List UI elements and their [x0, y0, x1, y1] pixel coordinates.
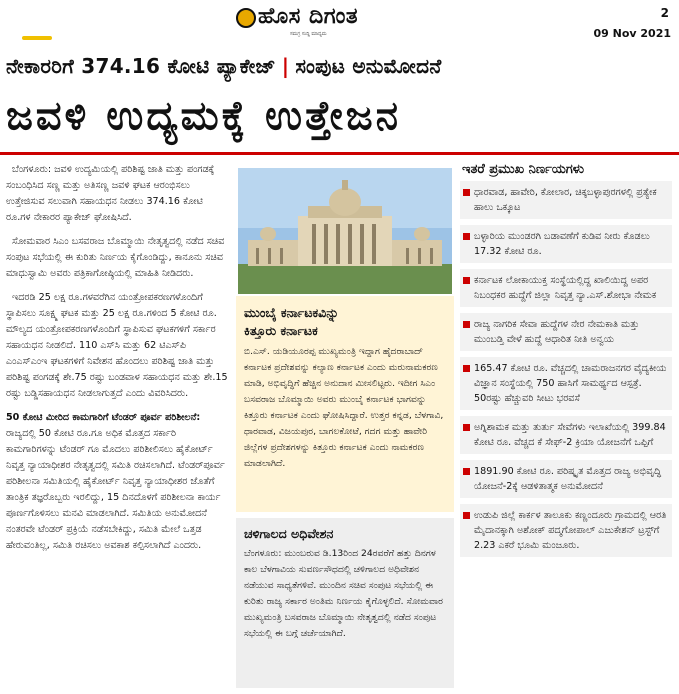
decision-item: 1891.90 ಕೋಟಿ ರೂ. ಪರಿಷ್ಕೃತ ಮೊತ್ತದ ರಾಜ್ಯ ಅಭಿವೃದ್ಧಿ ಯೋಜನೆ-2ಕ್ಕೆ ಆಡಳಿತಾತ್ಮಕ ಅನುಮೋದನೆ [460, 460, 672, 498]
bullet-icon [463, 189, 470, 196]
main-headline: ಜವಳಿ ಉದ್ಯಮಕ್ಕೆ ಉತ್ತೇಜನ [6, 93, 401, 139]
masthead-title: ಹೊಸ ದಿಗಂತ [258, 4, 359, 29]
decision-item: ಧಾರವಾಡ, ಹಾವೇರಿ, ಕೋಲಾರ, ಚಿಕ್ಕಬಳ್ಳಾಪುರಗಳಲ್ಲಿ ಪ್ರತ್ಯೇಕ ಹಾಲು ಒಕ್ಕೂಟ [460, 181, 672, 219]
sub-headline-left: ನೇಕಾರರಿಗೆ 374.16 ಕೋಟಿ ಪ್ಯಾಕೇಜ್ [6, 54, 276, 78]
winter-session-text: ಬೆಂಗಳೂರು: ಮುಂಬರುವ ಡಿ.13ರಿಂದ 24ರವರೆಗೆ ಹತ್ತು ದಿನಗಳ ಕಾಲ ಬೆಳಗಾವಿಯ ಸುವರ್ಣಸೌಧದಲ್ಲಿ ಚಳಿಗಾಲದ ಅಧಿವೇಶನ ನಡೆಯುವ ಸಾಧ್ಯತೆಗಳಿವೆ. ಮುಂದಿನ ಸಚಿವ ಸಂಪುಟ ಸಭೆಯಲ್ಲಿ ಈ ಕುರಿತು ರಾಜ್ಯ ಸರ್ಕಾರ ಅಂತಿಮ ನಿರ್ಣಯ ಕೈಗೊಳ್ಳಲಿದೆ. ಸೋಮವಾರ ಮುಖ್ಯಮಂತ್ರಿ ಬಸವರಾಜ ಬೊಮ್ಮಾಯಿ ನೇತೃತ್ವದಲ್ಲಿ ನಡೆದ ಸಂಪುಟ ಸಭೆಯಲ್ಲಿ ಈ ಬಗ್ಗೆ ಚರ್ಚೆಯಾಗಿದೆ. [244, 548, 443, 639]
headline-rule [0, 152, 679, 155]
other-decisions-heading: ಇತರೆ ಪ್ರಮುಖ ನಿರ್ಣಯಗಳು [462, 162, 584, 177]
masthead-accent-bar [22, 36, 52, 40]
decision-item: ರಾಜ್ಯ ನಾಗರಿಕ ಸೇವಾ ಹುದ್ದೆಗಳ ನೇರ ನೇಮಕಾತಿ ಮತ್ತು ಮುಂಬಡ್ತಿ ವೇಳೆ ಹುದ್ದೆ ಆಧಾರಿತ ನೀತಿ ಅನ್ವಯ [460, 313, 672, 351]
story-subtext: ರಾಜ್ಯದಲ್ಲಿ 50 ಕೋಟಿ ರೂ.ಗೂ ಅಧಿಕ ಮೊತ್ತದ ಸರ್ಕಾರಿ ಕಾಮಗಾರಿಗಳನ್ನು ಟೆಂಡರ್ ಗೂ ಮೊದಲು ಪರಿಶೀಲಿಸಲು ಹೈಕೋರ್ಟ್ ನಿವೃತ್ತ ನ್ಯಾಯಾಧೀಶರ ನೇತೃತ್ವದಲ್ಲಿ ಸಮಿತಿ ರಚಿಸಲಾಗಿದೆ. ಟೆಂಡರ್‌ಪೂರ್ವ ಪರಿಶೀಲನಾ ಸಮಿತಿಯಲ್ಲಿ ಹೈಕೋರ್ಟ್ ನಿವೃತ್ತ ನ್ಯಾಯಾಧೀಶರ ಜೊತೆಗೆ ತಾಂತ್ರಿಕ ತಜ್ಞರೊಬ್ಬರು ಇರಲಿದ್ದು, 15 ದಿನದೊಳಗೆ ಪರಿಶೀಲನಾ ಕಾರ್ಯ ಪೂರ್ಣಗೊಳಿಸಲು ಮನವಿ ಮಾಡಲಾಗಿದೆ. ಸಮಿತಿಯ ಅನುಮೋದನೆ ನಂತರವೇ ಟೆಂಡರ್ ಪ್ರಕ್ರಿಯೆ ನಡೆಸಬೇಕಿದ್ದು, ಸಮಿತಿ ಮೇಲೆ ಒತ್ತಡ ಹೇರುವಂತಿಲ್ಲ, ಸಮಿತಿ ರಚಿಸಲು ಅವಕಾಶ ಕಲ್ಪಿಸಲಾಗಿದೆ ಎಂದರು. [6, 428, 225, 551]
bullet-icon [463, 468, 470, 475]
masthead [0, 0, 679, 50]
masthead-tagline: ಸಮಗ್ರ ಸುದ್ದಿ ಮಾಧ್ಯಮ [290, 31, 327, 37]
decision-item: 165.47 ಕೋಟಿ ರೂ. ವೆಚ್ಚದಲ್ಲಿ ಚಾಮರಾಜನಗರ ವೈದ್ಯಕೀಯ ವಿಜ್ಞಾನ ಸಂಸ್ಥೆಯಲ್ಲಿ 750 ಹಾಸಿಗೆ ಸಾಮರ್ಥ್ಯದ ಆಸ್ಪತ್ರೆ. 50ರಷ್ಟು ಹೆಚ್ಚುವರಿ ಸೀಟು ಭರವಸೆ [460, 357, 672, 410]
sub-headline [6, 54, 673, 78]
page-date: 09 Nov 2021 [593, 27, 671, 40]
bullet-icon [463, 365, 470, 372]
sub-headline-divider: | [281, 54, 290, 78]
kittur-box-text: ಬಿ.ಎಸ್. ಯಡಿಯೂರಪ್ಪ ಮುಖ್ಯಮಂತ್ರಿ ಇದ್ದಾಗ ಹೈದರಾಬಾದ್ ಕರ್ನಾಟಕ ಪ್ರದೇಶವನ್ನು ಕಲ್ಯಾಣ ಕರ್ನಾಟಕ ಎಂದು ಮರುನಾಮಕರಣ ಮಾಡಿ, ಅಭಿವೃದ್ಧಿಗೆ ಹೆಚ್ಚಿನ ಅನುದಾನ ಮೀಸಲಿಟ್ಟರು. ಇದೀಗ ಸಿಎಂ ಬಸವರಾಜ ಬೊಮ್ಮಾಯಿ ಅವರು ಮುಂಬೈ ಕರ್ನಾಟಕ ಭಾಗವನ್ನು ಕಿತ್ತೂರು ಕರ್ನಾಟಕ ಎಂದು ಘೋಷಿಸಿದ್ದಾರೆ. ಉತ್ತರ ಕನ್ನಡ, ಬೆಳಗಾವಿ, ಧಾರವಾಡ, ವಿಜಯಪುರ, ಬಾಗಲಕೋಟೆ, ಗದಗ ಮತ್ತು ಹಾವೇರಿ ಜಿಲ್ಲೆಗಳ ಪ್ರದೇಶಗಳನ್ನು ಕಿತ್ತೂರು ಕರ್ನಾಟಕ ಎಂದು ನಾಮಕರಣ ಮಾಡಲಾಗಿದೆ. [244, 346, 444, 469]
kittur-box-title: ಮುಂಬೈ ಕರ್ನಾಟಕವಿನ್ನು ಕಿತ್ತೂರು ಕರ್ನಾಟಕ [244, 305, 339, 338]
building-illustration-icon [238, 168, 452, 294]
decision-item: ಕರ್ನಾಟಕ ಲೋಕಾಯುಕ್ತ ಸಂಸ್ಥೆಯಲ್ಲಿದ್ದ ಖಾಲಿಯಿದ್ದ ಅಪರ ನಿಬಂಧಕರ ಹುದ್ದೆಗೆ ಜಿಲ್ಲಾ ನಿವೃತ್ತ ನ್ಯಾ.ಎಸ್.ಶೋಭಾ ನೇಮಕ [460, 269, 672, 307]
story-subheading: 50 ಕೋಟಿ ಮೀರಿದ ಕಾಮಗಾರಿಗೆ ಟೆಂಡರ್ ಪೂರ್ವ ಪರಿಶೀಲನೆ: [6, 412, 201, 423]
decision-item: ಉಡುಪಿ ಜಿಲ್ಲೆ ಕಾರ್ಕಳ ತಾಲೂಕು ಕಣ್ಣಂದೂರು ಗ್ರಾಮದಲ್ಲಿ ಆರತಿ ಮೈದಾನಕ್ಕಾಗಿ ಅಶೋಕ್ ಪದ್ಮಗೋಪಾಲ್ ಎಜುಕೇಶನ್ ಟ್ರಸ್ಟ್‌ಗೆ 2.23 ಎಕರೆ ಭೂಮಿ ಮಂಜೂರು. [460, 504, 672, 557]
sub-headline-right: ಸಂಪುಟ ಅನುಮೋದನೆ [295, 54, 442, 78]
page-number: 2 [660, 6, 669, 20]
main-story [6, 162, 228, 687]
winter-session-title: ಚಳಿಗಾಲದ ಅಧಿವೇಶನ [244, 526, 334, 541]
story-paragraph: ಬೆಂಗಳೂರು: ಜವಳಿ ಉದ್ಯಮಿಯಲ್ಲಿ ಪರಿಶಿಷ್ಟ ಜಾತಿ ಮತ್ತು ಪಂಗಡಕ್ಕೆ ಸಂಬಂಧಿಸಿದ ಸಣ್ಣ ಮತ್ತು ಅತಿಸಣ್ಣ ಜವಳಿ ಘಟಕ ಆರಂಭಿಸಲು ಉತ್ತೇಜಿಸುವ ಸಲುವಾಗಿ ಸಹಾಯಧನ ನೀಡಲು 374.16 ಕೋಟಿ ರೂ.ಗಳ ನೇಕಾರರ ಪ್ಯಾಕೇಜ್ ಘೋಷಿಸಿದೆ. [6, 164, 215, 223]
bullet-icon [463, 233, 470, 240]
vidhana-soudha-photo [238, 168, 452, 294]
winter-session-box [236, 518, 454, 688]
bullet-icon [463, 512, 470, 519]
decision-item: ಅಗ್ನಿಶಾಮಕ ಮತ್ತು ತುರ್ತು ಸೇವೆಗಳು ಇಲಾಖೆಯಲ್ಲಿ 399.84 ಕೋಟಿ ರೂ. ವೆಚ್ಚದ ಕೆ ಸೇಫ್-2 ಕ್ರಿಯಾ ಯೋಜನೆಗೆ ಒಪ್ಪಿಗೆ [460, 416, 672, 454]
bullet-icon [463, 277, 470, 284]
kittur-karnataka-box [236, 296, 454, 512]
bullet-icon [463, 424, 470, 431]
story-paragraph: ಇದರಡಿ 25 ಲಕ್ಷ ರೂ.ಗಳವರೆಗಿನ ಯಂತ್ರೋಪಕರಣಗಳೊಂದಿಗೆ ಸ್ಥಾಪಿಸಲು ಸೂಕ್ಷ್ಮ ಘಟಕ ಮತ್ತು 25 ಲಕ್ಷ ರೂ.ಗಳಿಂದ 5 ಕೋಟಿ ರೂ. ಮೌಲ್ಯದ ಯಂತ್ರೋಪಕರಣಗಳೊಂದಿಗೆ ಸ್ಥಾಪಿಸುವ ಘಟಕಗಳಿಗೆ ಸರ್ಕಾರ ಸಹಾಯಧನ ನೀಡಲಿದೆ. 110 ಎಸ್‌ಸಿ ಮತ್ತು 62 ಟಿಎಸ್‌ಪಿ ಎಂಎಸ್‌ಎಂಇ ಘಟಕಗಳಿಗೆ ನಿವೇಶನ ಹೊಂದಲು ಪರಿಶಿಷ್ಟ ಜಾತಿ ಮತ್ತು ಪರಿಶಿಷ್ಟ ಪಂಗಡಕ್ಕೆ ಶೇ.75 ರಷ್ಟು ಬಂಡವಾಳ ಸಹಾಯಧನ ಮತ್ತು ಶೇ.15 ರಷ್ಟು ಬಡ್ಡಿಸಹಾಯಧನ ನೀಡಲಾಗುತ್ತದೆ ಎಂದು ವಿವರಿಸಿದರು. [6, 292, 228, 399]
bullet-icon [463, 321, 470, 328]
story-paragraph: ಸೋಮವಾರ ಸಿಎಂ ಬಸವರಾಜ ಬೊಮ್ಮಾಯಿ ನೇತೃತ್ವದಲ್ಲಿ ನಡೆದ ಸಚಿವ ಸಂಪುಟ ಸಭೆಯಲ್ಲಿ ಈ ಕುರಿತು ನಿರ್ಣಯ ಕೈಗೊಂಡಿದ್ದು, ಕಾನೂನು ಸಚಿವ ಮಾಧುಸ್ವಾಮಿ ಅವರು ಪತ್ರಿಕಾಗೋಷ್ಠಿಯಲ್ಲಿ ಮಾಹಿತಿ ನೀಡಿದರು. [6, 236, 225, 279]
decision-item: ಬಳ್ಳಾರಿಯ ಮುಂಡರಗಿ ಬಡಾವಣೆಗೆ ಕುಡಿವ ನೀರು ಕೊಡಲು 17.32 ಕೋಟಿ ರೂ. [460, 225, 672, 263]
other-decisions-panel [460, 162, 672, 688]
